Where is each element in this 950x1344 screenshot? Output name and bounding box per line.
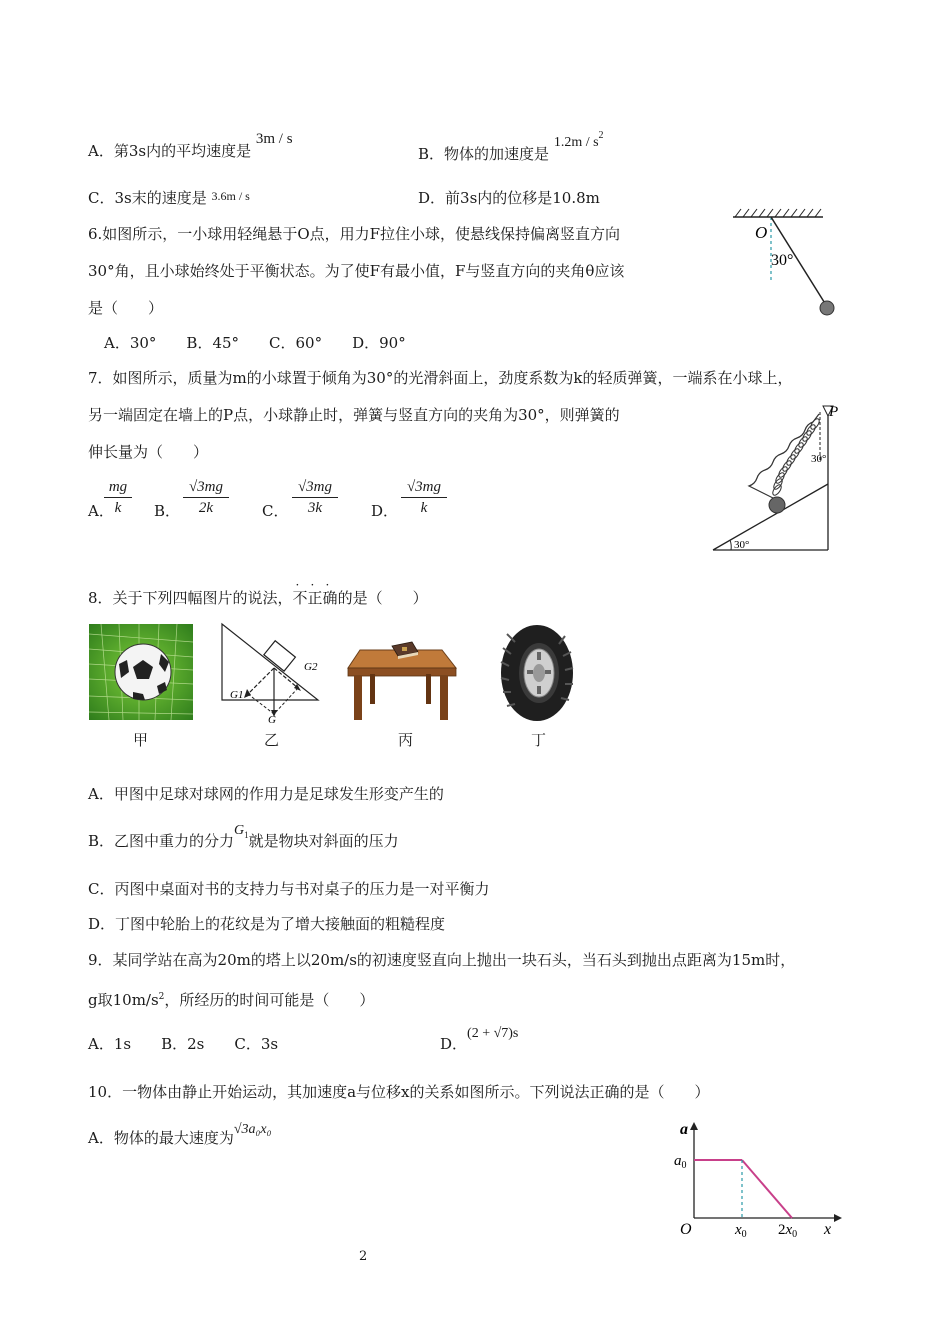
q10-a-x-graph <box>672 1118 844 1240</box>
q8-stem-emphasis: · · · 不正确 <box>292 578 338 607</box>
q9-option-d-label: D． <box>440 1035 468 1053</box>
q10-graph-x-axis-label: x <box>824 1221 832 1238</box>
q8-figure-tire <box>493 622 577 724</box>
q7-option-c-den: 3k <box>307 500 323 516</box>
q9-stem-line2-pre: g取10m/s <box>88 991 159 1009</box>
q9-stem-line2-post: ，所经历的时间可能是（ ） <box>164 991 375 1009</box>
q8-figure-soccer <box>89 624 193 720</box>
q8-stem-pre: 8．关于下列四幅图片的说法， <box>88 589 293 607</box>
q9-stem-line2 <box>88 987 374 1010</box>
q7-option-b-label: B． <box>154 502 181 520</box>
q6-label-angle: 30° <box>771 252 794 269</box>
q7-stem-line3: 伸长量为（ ） <box>88 443 209 461</box>
q9-stem-line2-exp: 2 <box>158 992 165 1002</box>
q7-option-a-fraction <box>104 478 132 518</box>
q7-label-angle-top: 30° <box>811 453 827 465</box>
q10-stem: 10．一物体由静止开始运动，其加速度a与位移x的关系如图所示。下列说法正确的是（ ） <box>88 1083 710 1101</box>
q8-option-b-subscript: 1 <box>244 830 249 840</box>
page-number: 2 <box>359 1249 368 1264</box>
q10-option-a <box>88 1122 272 1150</box>
q7-label-p: P <box>829 404 839 420</box>
q7-stem-line2: 另一端固定在墙上的P点，小球静止时，弹簧与竖直方向的夹角为30°，则弹簧的 <box>88 406 620 424</box>
q7-label-angle-bottom: 30° <box>734 539 750 551</box>
q10-graph-y-axis-label: a <box>680 1121 688 1138</box>
q10-option-a-value: √3a₀x₀ <box>233 1122 272 1137</box>
q7-option-d-num: √3mg <box>401 478 447 498</box>
q7-option-c-num: √3mg <box>292 478 338 498</box>
q5-option-b <box>418 130 604 166</box>
q9-options: A．1s B．2s C．3s <box>88 1035 279 1053</box>
q5-option-c-text: C．3s末的速度是 <box>88 189 207 207</box>
q8-caption-yi: 乙 <box>264 731 280 749</box>
q10-graph-x0-label: $x_0$ <box>735 1222 747 1240</box>
q7-option-b-den: 2k <box>198 500 214 516</box>
q5-option-c <box>88 188 250 209</box>
q7-stem-line1: 7．如图所示，质量为m的小球置于倾角为30°的光滑斜面上，劲度系数为k的轻质弹簧，一端系在小球上， <box>88 369 793 387</box>
q10-option-a-text: A．物体的最大速度为 <box>88 1129 234 1147</box>
q8-fig-label-g2: G2 <box>304 661 318 673</box>
q5-option-b-text: B．物体的加速度是 <box>418 145 550 163</box>
q5-option-b-value: 1.2m / s <box>553 135 599 150</box>
q5-option-a <box>88 131 293 162</box>
q8-option-b-pre: B．乙图中重力的分力 <box>88 832 235 850</box>
q7-option-d-label: D． <box>371 502 399 520</box>
q9-option-d-value: (2 + √7)s <box>467 1026 519 1041</box>
q7-option-a-den: k <box>114 500 122 516</box>
q8-caption-jia: 甲 <box>133 731 149 749</box>
q8-option-b-post: 就是物块对斜面的压力 <box>248 832 399 850</box>
q7-incline-spring-figure <box>705 402 845 557</box>
q10-graph-a0-label: $a_0$ <box>674 1153 687 1171</box>
q8-stem <box>88 578 428 608</box>
q7-option-b-fraction <box>183 478 229 518</box>
q6-stem-line3: 是（ ） <box>88 299 164 317</box>
q8-caption-bing: 丙 <box>398 731 414 749</box>
q8-stem-post: 的是（ ） <box>337 589 428 607</box>
q8-option-a: A．甲图中足球对球网的作用力是足球发生形变产生的 <box>88 785 444 803</box>
q5-option-a-value: 3m / s <box>255 131 293 147</box>
q7-option-b-num: √3mg <box>183 478 229 498</box>
q5-option-a-text: A．第3s内的平均速度是 <box>88 142 252 160</box>
q7-option-d-den: k <box>420 500 428 516</box>
q6-pendulum-figure <box>725 205 835 325</box>
q8-option-b-symbol: G <box>234 823 245 838</box>
q6-stem-line1: 6.如图所示，一小球用轻绳悬于O点，用力F拉住小球，使悬线保持偏离竖直方向 <box>88 225 621 243</box>
q8-option-b <box>88 823 399 853</box>
q7-option-a-label: A． <box>88 502 114 520</box>
q8-fig-label-g1: G1 <box>230 689 244 701</box>
q8-caption-ding: 丁 <box>531 731 547 749</box>
q8-option-c: C．丙图中桌面对书的支持力与书对桌子的压力是一对平衡力 <box>88 880 490 898</box>
q7-option-a-num: mg <box>104 478 132 498</box>
q8-figure-incline-force <box>218 622 330 724</box>
q6-label-o: O <box>755 223 768 242</box>
q9-stem-line1: 9．某同学站在高为20m的塔上以20m/s的初速度竖直向上抛出一块石头，当石头到抛出点距离为15m时， <box>88 951 796 969</box>
q6-options: A．30° B．45° C．60° D．90° <box>104 334 406 352</box>
q8-fig-label-g: G <box>268 714 276 724</box>
q7-option-c-label: C． <box>262 502 289 520</box>
q10-graph-2x0-label: $2x_0$ <box>778 1222 798 1240</box>
q5-option-c-value: 3.6m / s <box>211 189 250 203</box>
q8-figure-table-book <box>346 630 460 722</box>
q7-option-d-fraction <box>401 478 447 518</box>
q6-stem-line2: 30°角，且小球始终处于平衡状态。为了使F有最小值，F与竖直方向的夹角θ应该 <box>88 262 625 280</box>
q8-option-d: D．丁图中轮胎上的花纹是为了增大接触面的粗糙程度 <box>88 915 446 933</box>
q5-option-b-exp: 2 <box>598 130 604 141</box>
q7-option-c-fraction <box>292 478 338 518</box>
q9-option-d <box>440 1026 519 1056</box>
q10-graph-origin-label: O <box>680 1221 692 1238</box>
q5-option-d: D．前3s内的位移是10.8m <box>418 189 600 207</box>
